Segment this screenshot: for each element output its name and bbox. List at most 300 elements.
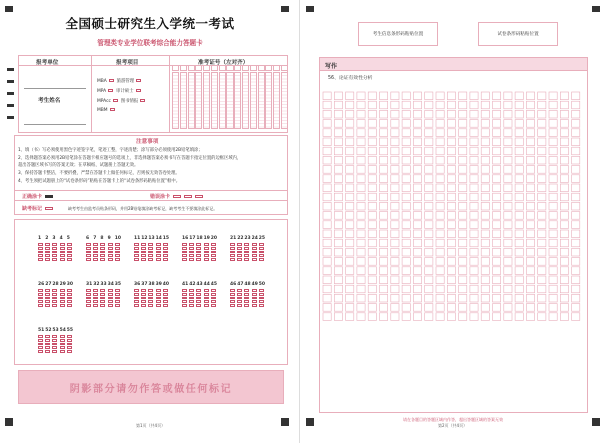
writing-cell[interactable] xyxy=(323,230,331,238)
writing-cell[interactable] xyxy=(481,304,489,312)
answer-bubble[interactable] xyxy=(156,247,161,250)
writing-cell[interactable] xyxy=(402,175,410,183)
writing-cell[interactable] xyxy=(515,304,523,312)
answer-bubble[interactable] xyxy=(60,304,65,307)
writing-cell[interactable] xyxy=(425,285,433,293)
writing-cell[interactable] xyxy=(515,258,523,266)
writing-cell[interactable] xyxy=(357,248,365,256)
answer-bubble[interactable] xyxy=(60,339,65,342)
writing-cell[interactable] xyxy=(515,101,523,109)
writing-cell[interactable] xyxy=(334,147,342,155)
essay-writing-grid[interactable] xyxy=(322,82,584,410)
writing-cell[interactable] xyxy=(481,294,489,302)
answer-bubble[interactable] xyxy=(134,247,139,250)
writing-cell[interactable] xyxy=(436,258,444,266)
writing-cell[interactable] xyxy=(515,156,523,164)
writing-cell[interactable] xyxy=(380,304,388,312)
answer-bubble[interactable] xyxy=(196,254,201,257)
writing-cell[interactable] xyxy=(538,92,546,100)
answer-bubble[interactable] xyxy=(93,304,98,307)
answer-bubble-row[interactable] xyxy=(134,289,170,307)
writing-cell[interactable] xyxy=(380,294,388,302)
exam-number-bubbles[interactable] xyxy=(258,72,265,129)
writing-cell[interactable] xyxy=(526,313,534,321)
answer-bubble[interactable] xyxy=(108,297,113,300)
writing-cell[interactable] xyxy=(560,138,568,146)
writing-cell[interactable] xyxy=(470,202,478,210)
writing-cell[interactable] xyxy=(560,120,568,128)
writing-cell[interactable] xyxy=(357,138,365,146)
writing-cell[interactable] xyxy=(425,294,433,302)
writing-cell[interactable] xyxy=(323,221,331,229)
answer-bubble[interactable] xyxy=(163,247,168,250)
answer-option-column[interactable] xyxy=(204,243,209,261)
question-group[interactable] xyxy=(38,236,74,261)
answer-bubble[interactable] xyxy=(67,289,72,292)
answer-bubble[interactable] xyxy=(115,304,120,307)
answer-option-column[interactable] xyxy=(163,289,168,307)
writing-cell[interactable] xyxy=(391,193,399,201)
answer-bubble-row[interactable] xyxy=(38,243,74,261)
answer-option-column[interactable] xyxy=(60,243,65,261)
writing-cell[interactable] xyxy=(526,276,534,284)
writing-cell[interactable] xyxy=(572,248,580,256)
writing-cell[interactable] xyxy=(425,313,433,321)
answer-bubble[interactable] xyxy=(148,297,153,300)
writing-cell[interactable] xyxy=(425,120,433,128)
writing-cell[interactable] xyxy=(481,193,489,201)
answer-option-column[interactable] xyxy=(38,335,43,353)
writing-cell[interactable] xyxy=(459,110,467,118)
writing-cell[interactable] xyxy=(493,129,501,137)
writing-cell[interactable] xyxy=(402,294,410,302)
writing-cell[interactable] xyxy=(459,156,467,164)
answer-option-column[interactable] xyxy=(67,289,72,307)
exam-number-digit-box[interactable] xyxy=(188,65,195,71)
writing-cell[interactable] xyxy=(526,202,534,210)
writing-cell[interactable] xyxy=(425,129,433,137)
exam-number-bubbles[interactable] xyxy=(219,72,226,129)
answer-bubble[interactable] xyxy=(196,243,201,246)
answer-bubble[interactable] xyxy=(52,350,57,353)
writing-cell[interactable] xyxy=(560,304,568,312)
writing-cell[interactable] xyxy=(323,276,331,284)
writing-cell[interactable] xyxy=(481,92,489,100)
writing-cell[interactable] xyxy=(481,184,489,192)
writing-cell[interactable] xyxy=(447,239,455,247)
answer-bubble[interactable] xyxy=(100,304,105,307)
writing-cell[interactable] xyxy=(459,138,467,146)
answer-bubble[interactable] xyxy=(237,293,242,296)
exam-number-column[interactable] xyxy=(188,65,195,129)
answer-bubble[interactable] xyxy=(134,289,139,292)
writing-cell[interactable] xyxy=(526,285,534,293)
writing-cell[interactable] xyxy=(504,239,512,247)
writing-cell[interactable] xyxy=(549,156,557,164)
writing-cell[interactable] xyxy=(413,239,421,247)
writing-cell[interactable] xyxy=(538,258,546,266)
answer-bubble[interactable] xyxy=(60,300,65,303)
writing-cell[interactable] xyxy=(515,202,523,210)
writing-cell[interactable] xyxy=(391,175,399,183)
writing-cell[interactable] xyxy=(346,294,354,302)
writing-cell[interactable] xyxy=(493,92,501,100)
writing-cell[interactable] xyxy=(459,304,467,312)
writing-cell[interactable] xyxy=(323,120,331,128)
writing-cell[interactable] xyxy=(572,156,580,164)
writing-cell[interactable] xyxy=(538,101,546,109)
answer-bubble[interactable] xyxy=(211,254,216,257)
writing-cell[interactable] xyxy=(504,212,512,220)
writing-cell[interactable] xyxy=(436,294,444,302)
answer-bubble[interactable] xyxy=(45,339,50,342)
answer-bubble[interactable] xyxy=(115,258,120,261)
answer-bubble[interactable] xyxy=(156,293,161,296)
answer-bubble[interactable] xyxy=(115,254,120,257)
writing-cell[interactable] xyxy=(526,101,534,109)
answer-bubble[interactable] xyxy=(163,243,168,246)
answer-bubble[interactable] xyxy=(141,247,146,250)
answer-bubble[interactable] xyxy=(148,247,153,250)
writing-cell[interactable] xyxy=(334,239,342,247)
answer-bubble[interactable] xyxy=(134,300,139,303)
writing-cell[interactable] xyxy=(572,147,580,155)
writing-cell[interactable] xyxy=(459,221,467,229)
writing-cell[interactable] xyxy=(380,120,388,128)
writing-cell[interactable] xyxy=(481,276,489,284)
exam-number-digit-box[interactable] xyxy=(195,65,202,71)
writing-cell[interactable] xyxy=(402,258,410,266)
writing-cell[interactable] xyxy=(560,129,568,137)
writing-cell[interactable] xyxy=(470,313,478,321)
answer-option-column[interactable] xyxy=(52,335,57,353)
writing-cell[interactable] xyxy=(413,221,421,229)
answer-bubble[interactable] xyxy=(45,350,50,353)
answer-bubble[interactable] xyxy=(86,300,91,303)
answer-bubble[interactable] xyxy=(196,297,201,300)
answer-bubble[interactable] xyxy=(141,254,146,257)
answer-bubble[interactable] xyxy=(244,293,249,296)
writing-cell[interactable] xyxy=(470,285,478,293)
writing-cell[interactable] xyxy=(346,221,354,229)
writing-cell[interactable] xyxy=(368,294,376,302)
answer-bubble[interactable] xyxy=(189,258,194,261)
exam-number-digit-box[interactable] xyxy=(265,65,272,71)
answer-bubble[interactable] xyxy=(38,339,43,342)
answer-bubble[interactable] xyxy=(67,304,72,307)
answer-bubble[interactable] xyxy=(38,289,43,292)
writing-cell[interactable] xyxy=(368,313,376,321)
writing-cell[interactable] xyxy=(538,285,546,293)
answer-bubble[interactable] xyxy=(204,289,209,292)
writing-cell[interactable] xyxy=(380,276,388,284)
writing-cell[interactable] xyxy=(380,212,388,220)
writing-cell[interactable] xyxy=(346,120,354,128)
writing-cell[interactable] xyxy=(504,221,512,229)
writing-cell[interactable] xyxy=(334,129,342,137)
exam-unit-line[interactable] xyxy=(24,88,86,89)
writing-cell[interactable] xyxy=(493,120,501,128)
answer-bubble[interactable] xyxy=(86,254,91,257)
writing-cell[interactable] xyxy=(526,267,534,275)
writing-cell[interactable] xyxy=(560,294,568,302)
writing-cell[interactable] xyxy=(391,248,399,256)
answer-bubble[interactable] xyxy=(163,304,168,307)
writing-cell[interactable] xyxy=(346,175,354,183)
writing-cell[interactable] xyxy=(549,92,557,100)
writing-cell[interactable] xyxy=(368,248,376,256)
writing-cell[interactable] xyxy=(346,258,354,266)
answer-bubble[interactable] xyxy=(134,251,139,254)
answer-bubble[interactable] xyxy=(52,247,57,250)
answer-bubble[interactable] xyxy=(67,343,72,346)
answer-bubble[interactable] xyxy=(244,247,249,250)
writing-cell[interactable] xyxy=(504,175,512,183)
writing-cell[interactable] xyxy=(436,285,444,293)
writing-cell[interactable] xyxy=(538,230,546,238)
writing-cell[interactable] xyxy=(560,212,568,220)
answer-bubble[interactable] xyxy=(38,254,43,257)
writing-cell[interactable] xyxy=(413,258,421,266)
answer-bubble-row[interactable] xyxy=(38,289,74,307)
writing-cell[interactable] xyxy=(470,175,478,183)
writing-cell[interactable] xyxy=(391,258,399,266)
writing-cell[interactable] xyxy=(323,258,331,266)
answer-bubble[interactable] xyxy=(244,304,249,307)
writing-cell[interactable] xyxy=(391,101,399,109)
answer-bubble[interactable] xyxy=(45,289,50,292)
writing-cell[interactable] xyxy=(504,92,512,100)
writing-cell[interactable] xyxy=(493,138,501,146)
writing-cell[interactable] xyxy=(425,212,433,220)
writing-cell[interactable] xyxy=(572,276,580,284)
answer-bubble[interactable] xyxy=(38,258,43,261)
writing-cell[interactable] xyxy=(572,110,580,118)
answer-bubble[interactable] xyxy=(67,335,72,338)
answer-bubble[interactable] xyxy=(45,343,50,346)
answer-bubble[interactable] xyxy=(237,300,242,303)
writing-cell[interactable] xyxy=(402,304,410,312)
writing-cell[interactable] xyxy=(368,258,376,266)
writing-cell[interactable] xyxy=(493,267,501,275)
writing-cell[interactable] xyxy=(447,193,455,201)
answer-option-column[interactable] xyxy=(141,289,146,307)
answer-bubble[interactable] xyxy=(52,346,57,349)
answer-bubble[interactable] xyxy=(211,289,216,292)
project-row[interactable] xyxy=(97,108,115,113)
answer-option-column[interactable] xyxy=(100,243,105,261)
writing-cell[interactable] xyxy=(391,184,399,192)
writing-cell[interactable] xyxy=(459,202,467,210)
answer-bubble[interactable] xyxy=(148,300,153,303)
writing-cell[interactable] xyxy=(436,101,444,109)
answer-option-column[interactable] xyxy=(230,243,235,261)
writing-cell[interactable] xyxy=(493,285,501,293)
writing-cell[interactable] xyxy=(346,202,354,210)
writing-cell[interactable] xyxy=(560,193,568,201)
answer-bubble[interactable] xyxy=(204,297,209,300)
writing-cell[interactable] xyxy=(402,193,410,201)
answer-bubble[interactable] xyxy=(100,289,105,292)
answer-bubble[interactable] xyxy=(204,300,209,303)
writing-cell[interactable] xyxy=(334,304,342,312)
writing-cell[interactable] xyxy=(572,230,580,238)
writing-cell[interactable] xyxy=(368,101,376,109)
writing-cell[interactable] xyxy=(493,221,501,229)
answer-bubble[interactable] xyxy=(211,247,216,250)
writing-cell[interactable] xyxy=(470,110,478,118)
project-checkbox[interactable] xyxy=(110,108,115,111)
answer-bubble[interactable] xyxy=(141,251,146,254)
answer-bubble[interactable] xyxy=(134,304,139,307)
writing-cell[interactable] xyxy=(538,184,546,192)
exam-number-bubbles[interactable] xyxy=(281,72,288,129)
writing-cell[interactable] xyxy=(504,285,512,293)
answer-bubble[interactable] xyxy=(211,297,216,300)
writing-cell[interactable] xyxy=(447,101,455,109)
writing-cell[interactable] xyxy=(447,120,455,128)
writing-cell[interactable] xyxy=(323,294,331,302)
writing-cell[interactable] xyxy=(549,267,557,275)
answer-bubble[interactable] xyxy=(67,297,72,300)
exam-number-bubbles[interactable] xyxy=(195,72,202,129)
writing-cell[interactable] xyxy=(538,110,546,118)
writing-cell[interactable] xyxy=(357,110,365,118)
question-group[interactable] xyxy=(86,282,122,307)
writing-cell[interactable] xyxy=(357,202,365,210)
answer-bubble[interactable] xyxy=(204,247,209,250)
answer-option-column[interactable] xyxy=(148,289,153,307)
answer-bubble[interactable] xyxy=(196,304,201,307)
answer-bubble[interactable] xyxy=(237,289,242,292)
writing-cell[interactable] xyxy=(481,129,489,137)
writing-cell[interactable] xyxy=(323,129,331,137)
writing-cell[interactable] xyxy=(493,110,501,118)
writing-cell[interactable] xyxy=(402,147,410,155)
writing-cell[interactable] xyxy=(572,138,580,146)
writing-cell[interactable] xyxy=(572,120,580,128)
answer-bubble[interactable] xyxy=(182,258,187,261)
writing-cell[interactable] xyxy=(447,156,455,164)
writing-cell[interactable] xyxy=(526,166,534,174)
writing-cell[interactable] xyxy=(538,221,546,229)
writing-cell[interactable] xyxy=(481,110,489,118)
answer-bubble[interactable] xyxy=(45,251,50,254)
writing-cell[interactable] xyxy=(515,175,523,183)
writing-cell[interactable] xyxy=(402,120,410,128)
answer-bubble[interactable] xyxy=(52,243,57,246)
writing-cell[interactable] xyxy=(549,230,557,238)
answer-bubble[interactable] xyxy=(52,254,57,257)
writing-cell[interactable] xyxy=(526,193,534,201)
answer-bubble[interactable] xyxy=(45,304,50,307)
writing-cell[interactable] xyxy=(470,138,478,146)
writing-cell[interactable] xyxy=(391,138,399,146)
exam-number-bubbles[interactable] xyxy=(203,72,210,129)
writing-cell[interactable] xyxy=(334,212,342,220)
writing-cell[interactable] xyxy=(334,285,342,293)
answer-bubble-row[interactable] xyxy=(182,289,218,307)
writing-cell[interactable] xyxy=(357,304,365,312)
writing-cell[interactable] xyxy=(493,304,501,312)
answer-bubble[interactable] xyxy=(93,297,98,300)
answer-option-column[interactable] xyxy=(156,289,161,307)
answer-bubble[interactable] xyxy=(156,251,161,254)
writing-cell[interactable] xyxy=(413,166,421,174)
writing-cell[interactable] xyxy=(515,110,523,118)
writing-cell[interactable] xyxy=(459,239,467,247)
answer-bubble[interactable] xyxy=(67,251,72,254)
writing-cell[interactable] xyxy=(368,120,376,128)
writing-cell[interactable] xyxy=(493,193,501,201)
answer-bubble[interactable] xyxy=(141,243,146,246)
answer-option-column[interactable] xyxy=(100,289,105,307)
answer-bubble[interactable] xyxy=(163,289,168,292)
answer-bubble[interactable] xyxy=(148,251,153,254)
writing-cell[interactable] xyxy=(436,110,444,118)
project-checkbox[interactable] xyxy=(140,99,145,102)
answer-option-column[interactable] xyxy=(252,289,257,307)
writing-cell[interactable] xyxy=(413,120,421,128)
answer-bubble[interactable] xyxy=(52,300,57,303)
project-checkbox[interactable] xyxy=(108,89,113,92)
project-checkbox[interactable] xyxy=(109,79,114,82)
writing-cell[interactable] xyxy=(380,202,388,210)
answer-bubble[interactable] xyxy=(204,254,209,257)
answer-bubble[interactable] xyxy=(93,289,98,292)
writing-cell[interactable] xyxy=(572,175,580,183)
writing-cell[interactable] xyxy=(447,202,455,210)
answer-bubble[interactable] xyxy=(244,254,249,257)
writing-cell[interactable] xyxy=(323,248,331,256)
writing-cell[interactable] xyxy=(425,304,433,312)
writing-cell[interactable] xyxy=(560,267,568,275)
writing-cell[interactable] xyxy=(504,184,512,192)
answer-bubble[interactable] xyxy=(134,293,139,296)
writing-cell[interactable] xyxy=(413,184,421,192)
writing-cell[interactable] xyxy=(380,230,388,238)
writing-cell[interactable] xyxy=(481,267,489,275)
writing-cell[interactable] xyxy=(402,92,410,100)
writing-cell[interactable] xyxy=(368,156,376,164)
writing-cell[interactable] xyxy=(413,285,421,293)
writing-cell[interactable] xyxy=(368,202,376,210)
writing-cell[interactable] xyxy=(493,248,501,256)
writing-cell[interactable] xyxy=(346,248,354,256)
exam-number-digit-box[interactable] xyxy=(234,65,241,71)
answer-bubble[interactable] xyxy=(86,289,91,292)
answer-bubble[interactable] xyxy=(148,254,153,257)
writing-cell[interactable] xyxy=(504,230,512,238)
writing-cell[interactable] xyxy=(493,212,501,220)
writing-cell[interactable] xyxy=(413,175,421,183)
answer-bubble[interactable] xyxy=(52,293,57,296)
exam-number-column[interactable] xyxy=(226,65,233,129)
answer-bubble[interactable] xyxy=(141,293,146,296)
answer-option-column[interactable] xyxy=(93,289,98,307)
writing-cell[interactable] xyxy=(368,276,376,284)
answer-bubble[interactable] xyxy=(230,289,235,292)
answer-bubble[interactable] xyxy=(141,258,146,261)
exam-number-bubbles[interactable] xyxy=(226,72,233,129)
exam-number-column[interactable] xyxy=(265,65,272,129)
writing-cell[interactable] xyxy=(334,258,342,266)
writing-cell[interactable] xyxy=(368,267,376,275)
writing-cell[interactable] xyxy=(368,285,376,293)
exam-number-digit-box[interactable] xyxy=(211,65,218,71)
writing-cell[interactable] xyxy=(380,221,388,229)
answer-bubble[interactable] xyxy=(163,297,168,300)
